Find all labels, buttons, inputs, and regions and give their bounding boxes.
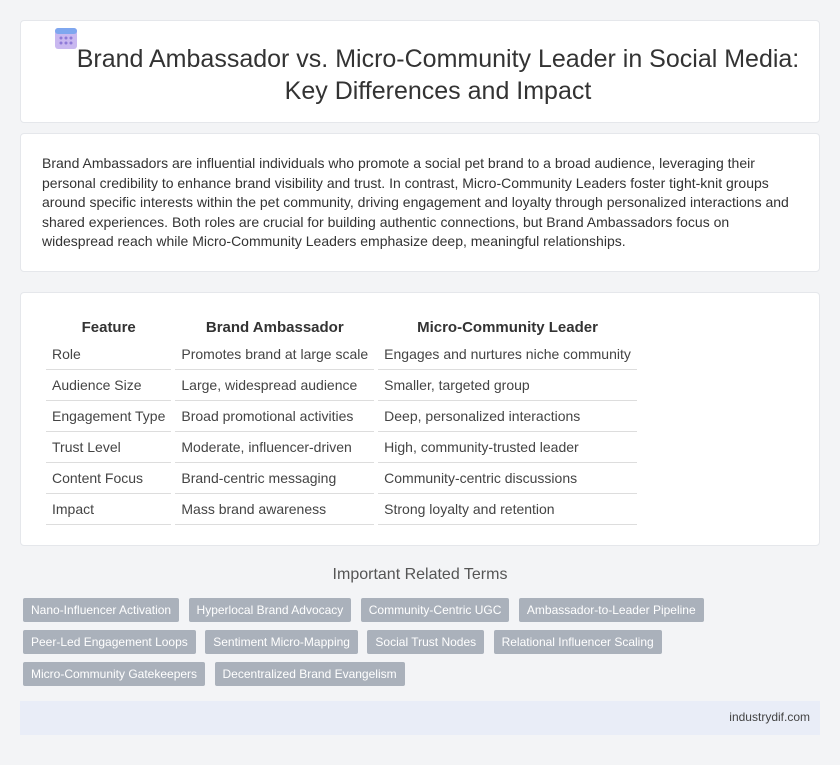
- table-cell: Community-centric discussions: [378, 463, 637, 494]
- table-row: [46, 370, 637, 401]
- related-terms-title: Important Related Terms: [332, 566, 508, 583]
- related-term-tag[interactable]: Micro-Community Gatekeepers: [23, 662, 205, 686]
- table-cell: Large, widespread audience: [175, 370, 374, 401]
- header-micro-community-leader: Micro-Community Leader: [417, 318, 598, 336]
- table-cell: High, community-trusted leader: [378, 432, 637, 463]
- related-term-tag[interactable]: Hyperlocal Brand Advocacy: [189, 598, 352, 622]
- table-cell: Strong loyalty and retention: [378, 494, 637, 525]
- intro-card: [20, 133, 820, 272]
- table-cell: Moderate, influencer-driven: [175, 432, 374, 463]
- related-term-tag[interactable]: Community-Centric UGC: [361, 598, 510, 622]
- footer-site-link[interactable]: industrydif.com: [729, 710, 810, 724]
- table-cell: Promotes brand at large scale: [175, 339, 374, 370]
- table-cell: Deep, personalized interactions: [378, 401, 637, 432]
- related-term-tag[interactable]: Ambassador-to-Leader Pipeline: [519, 598, 704, 622]
- table-cell: Trust Level: [46, 432, 171, 463]
- related-terms-list: [23, 598, 723, 694]
- table-cell: Smaller, targeted group: [378, 370, 637, 401]
- table-cell: Engagement Type: [46, 401, 171, 432]
- table-cell: Impact: [46, 494, 171, 525]
- table-cell: Content Focus: [46, 463, 171, 494]
- comparison-table: [42, 315, 641, 525]
- header-feature: Feature: [81, 318, 136, 336]
- page-title-line2: Key Differences and Impact: [284, 77, 592, 105]
- table-row: [46, 401, 637, 432]
- header-brand-ambassador: Brand Ambassador: [205, 318, 344, 336]
- table-row: [46, 339, 637, 370]
- related-term-tag[interactable]: Decentralized Brand Evangelism: [215, 662, 405, 686]
- table-cell: Brand-centric messaging: [175, 463, 374, 494]
- page-title-line1: Brand Ambassador vs. Micro-Community Leader in Social Media:: [76, 45, 800, 73]
- comparison-card: [20, 292, 820, 546]
- related-term-tag[interactable]: Sentiment Micro-Mapping: [205, 630, 358, 654]
- title-card: [20, 20, 820, 123]
- related-term-tag[interactable]: Social Trust Nodes: [367, 630, 484, 654]
- footer: [20, 701, 820, 735]
- related-term-tag[interactable]: Relational Influencer Scaling: [494, 630, 662, 654]
- table-cell: Engages and nurtures niche community: [378, 339, 637, 370]
- table-row: [46, 494, 637, 525]
- page-title: [41, 43, 800, 107]
- table-row: [46, 463, 637, 494]
- table-row: [46, 432, 637, 463]
- related-term-tag[interactable]: Nano-Influencer Activation: [23, 598, 179, 622]
- table-header-row: [46, 315, 637, 339]
- table-cell: Broad promotional activities: [175, 401, 374, 432]
- intro-paragraph: Brand Ambassadors are influential individuals who promote a social pet brand to a broad audience, leveraging their personal credibility to enhance brand visibility and trust. In contrast, Micro-Community Leaders foster tight-knit groups around specific interests within the pet community, driving engagement and loyalty through personalized interactions and shared experiences. Both roles are crucial for building authentic connections, but Brand Ambassadors focus on widespread reach while Micro-Community Leaders emphasize deep, meaningful relationships.: [42, 155, 789, 249]
- table-cell: Audience Size: [46, 370, 171, 401]
- related-term-tag[interactable]: Peer-Led Engagement Loops: [23, 630, 196, 654]
- table-cell: Mass brand awareness: [175, 494, 374, 525]
- table-cell: Role: [46, 339, 171, 370]
